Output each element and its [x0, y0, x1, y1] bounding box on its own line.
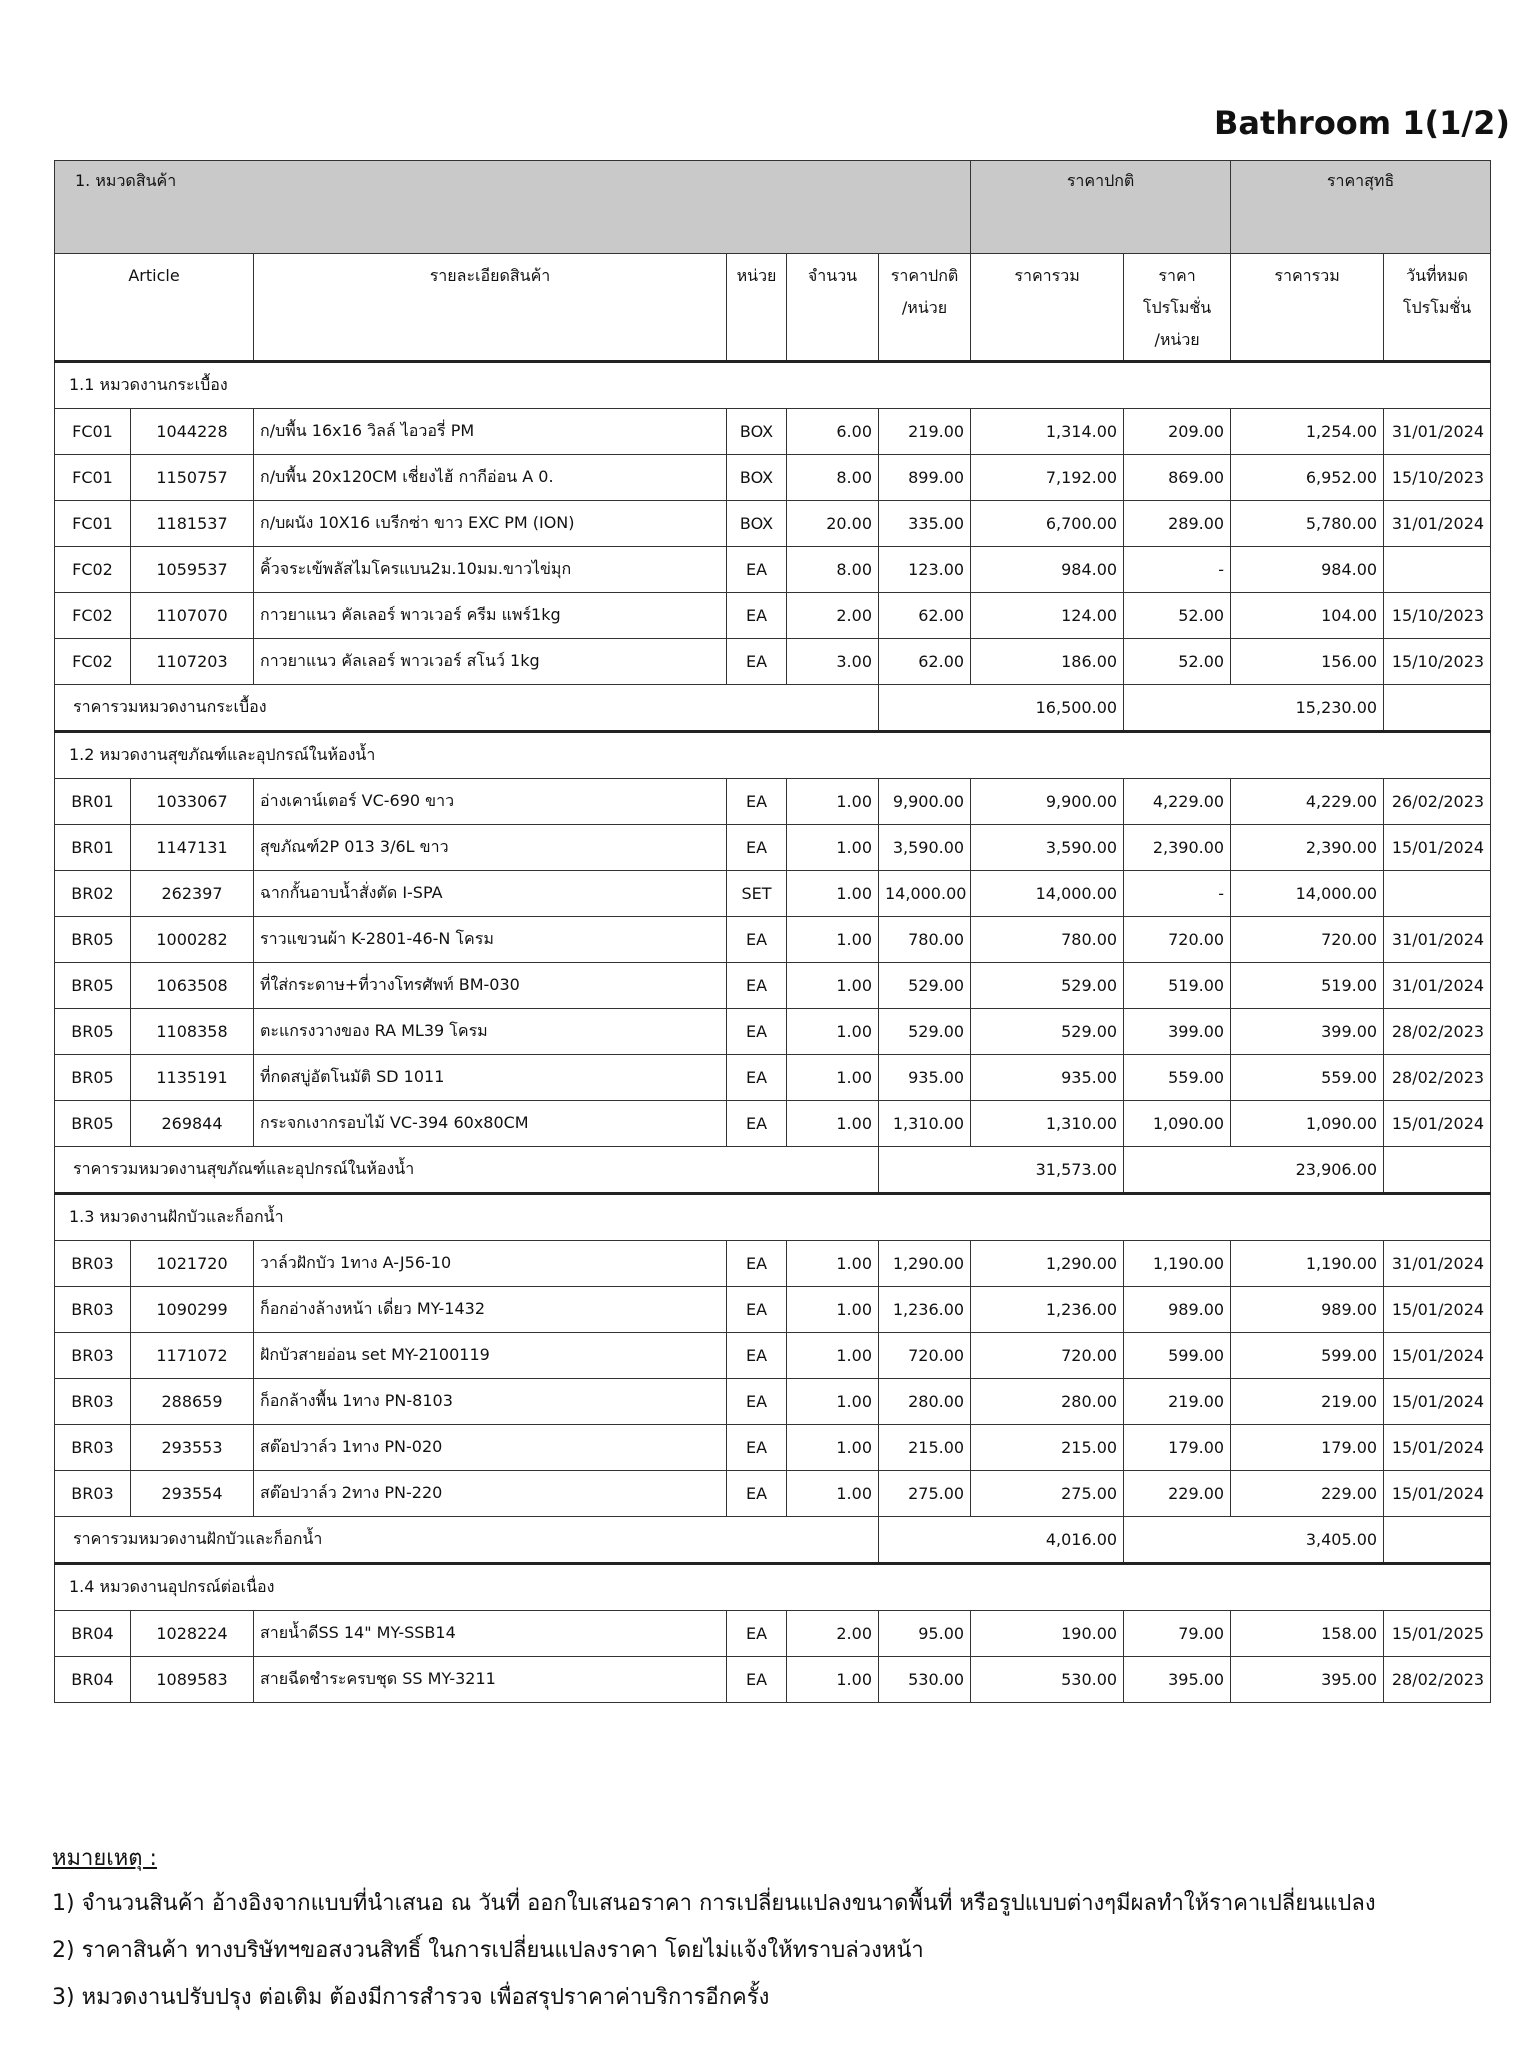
cell-description: กระจกเงากรอบไม้ VC-394 60x80CM: [254, 1101, 727, 1147]
cell-net-total: 104.00: [1231, 593, 1384, 639]
cell-article: 1135191: [131, 1055, 254, 1101]
cell-promo-end: 15/01/2024: [1384, 1287, 1491, 1333]
cell-unit-price: 3,590.00: [879, 825, 971, 871]
cell-promo-price: 289.00: [1124, 501, 1231, 547]
cell-net-total: 559.00: [1231, 1055, 1384, 1101]
cell-promo-price: 989.00: [1124, 1287, 1231, 1333]
cell-quantity: 1.00: [787, 1657, 879, 1703]
cell-article: 1108358: [131, 1009, 254, 1055]
cell-description: ตะแกรงวางของ RA ML39 โครม: [254, 1009, 727, 1055]
cell-unit-price: 14,000.00: [879, 871, 971, 917]
cell-promo-end: 15/10/2023: [1384, 455, 1491, 501]
cell-net-total: 989.00: [1231, 1287, 1384, 1333]
cell-description: ก/บผนัง 10X16 เบรีกซ่า ขาว EXC PM (ION): [254, 501, 727, 547]
cell-article: 1171072: [131, 1333, 254, 1379]
section-header-row: [55, 1194, 1491, 1241]
cell-unit-price: 529.00: [879, 1009, 971, 1055]
cell-unit: EA: [727, 825, 787, 871]
cell-unit: EA: [727, 1611, 787, 1657]
cell-promo-end: 28/02/2023: [1384, 1657, 1491, 1703]
subtotal-net: 15,230.00: [1124, 685, 1384, 732]
cell-unit-price: 780.00: [879, 917, 971, 963]
cell-quantity: 1.00: [787, 871, 879, 917]
cell-net-total: 158.00: [1231, 1611, 1384, 1657]
cell-article: 293553: [131, 1425, 254, 1471]
cell-promo-end: 31/01/2024: [1384, 1241, 1491, 1287]
cell-net-total: 1,090.00: [1231, 1101, 1384, 1147]
cell-total: 124.00: [971, 593, 1124, 639]
subtotal-regular: 31,573.00: [879, 1147, 1124, 1194]
cell-total: 6,700.00: [971, 501, 1124, 547]
cell-code: BR03: [55, 1333, 131, 1379]
notes-section: [52, 1840, 1376, 2026]
cell-code: BR05: [55, 963, 131, 1009]
column-header-total: ราคารวม: [971, 254, 1124, 362]
cell-description: กาวยาแนว คัลเลอร์ พาวเวอร์ ครีม แพร์1kg: [254, 593, 727, 639]
cell-code: FC01: [55, 455, 131, 501]
cell-unit-price: 215.00: [879, 1425, 971, 1471]
cell-quantity: 1.00: [787, 1055, 879, 1101]
cell-unit-price: 9,900.00: [879, 779, 971, 825]
cell-unit-price: 1,290.00: [879, 1241, 971, 1287]
cell-total: 1,236.00: [971, 1287, 1124, 1333]
cell-quantity: 1.00: [787, 1287, 879, 1333]
cell-code: BR01: [55, 779, 131, 825]
cell-quantity: 1.00: [787, 917, 879, 963]
subtotal-net: 23,906.00: [1124, 1147, 1384, 1194]
section-header-row: [55, 362, 1491, 409]
cell-description: สต๊อปวาล์ว 2ทาง PN-220: [254, 1471, 727, 1517]
cell-net-total: 219.00: [1231, 1379, 1384, 1425]
cell-code: BR05: [55, 1101, 131, 1147]
cell-quantity: 1.00: [787, 1101, 879, 1147]
cell-quantity: 2.00: [787, 1611, 879, 1657]
cell-article: 1181537: [131, 501, 254, 547]
cell-promo-price: 399.00: [1124, 1009, 1231, 1055]
cell-article: 1033067: [131, 779, 254, 825]
cell-quantity: 1.00: [787, 1379, 879, 1425]
cell-description: คิ้วจระเข้พลัสไมโครแบน2ม.10มม.ขาวไข่มุก: [254, 547, 727, 593]
table-row: [55, 501, 1491, 547]
section-title: 1.4 หมวดงานอุปกรณ์ต่อเนื่อง: [55, 1564, 1491, 1611]
cell-article: 1147131: [131, 825, 254, 871]
cell-net-total: 179.00: [1231, 1425, 1384, 1471]
table-row: [55, 409, 1491, 455]
cell-article: 262397: [131, 871, 254, 917]
cell-promo-end: 15/10/2023: [1384, 639, 1491, 685]
cell-unit-price: 62.00: [879, 593, 971, 639]
cell-description: สายน้ำดีSS 14" MY-SSB14: [254, 1611, 727, 1657]
cell-net-total: 5,780.00: [1231, 501, 1384, 547]
cell-code: BR03: [55, 1425, 131, 1471]
table-row: [55, 455, 1491, 501]
cell-promo-price: 1,190.00: [1124, 1241, 1231, 1287]
cell-net-total: 156.00: [1231, 639, 1384, 685]
cell-promo-end: [1384, 871, 1491, 917]
column-header-article: Article: [55, 254, 254, 362]
table-row: [55, 1611, 1491, 1657]
cell-promo-price: 720.00: [1124, 917, 1231, 963]
cell-total: 935.00: [971, 1055, 1124, 1101]
cell-code: BR03: [55, 1287, 131, 1333]
column-header-line: ราคาปกติ: [890, 266, 959, 285]
column-header-quantity: จำนวน: [787, 254, 879, 362]
cell-quantity: 8.00: [787, 455, 879, 501]
cell-quantity: 20.00: [787, 501, 879, 547]
cell-description: ก็อกอ่างล้างหน้า เดี่ยว MY-1432: [254, 1287, 727, 1333]
cell-promo-end: 28/02/2023: [1384, 1009, 1491, 1055]
cell-promo-end: 15/01/2024: [1384, 1101, 1491, 1147]
cell-promo-price: 229.00: [1124, 1471, 1231, 1517]
quotation-table: [54, 160, 1491, 1703]
cell-unit: EA: [727, 1471, 787, 1517]
cell-unit-price: 219.00: [879, 409, 971, 455]
category-group-label: 1. หมวดสินค้า: [55, 161, 971, 254]
cell-net-total: 6,952.00: [1231, 455, 1384, 501]
cell-article: 1044228: [131, 409, 254, 455]
cell-unit: EA: [727, 547, 787, 593]
column-header-unit: หน่วย: [727, 254, 787, 362]
cell-promo-end: 26/02/2023: [1384, 779, 1491, 825]
cell-net-total: 395.00: [1231, 1657, 1384, 1703]
cell-unit: EA: [727, 1241, 787, 1287]
cell-unit-price: 1,236.00: [879, 1287, 971, 1333]
cell-article: 1000282: [131, 917, 254, 963]
cell-net-total: 14,000.00: [1231, 871, 1384, 917]
cell-unit-price: 935.00: [879, 1055, 971, 1101]
note-item: 2) ราคาสินค้า ทางบริษัทฯขอสงวนสิทธิ์ ในการเปลี่ยนแปลงราคา โดยไม่แจ้งให้ทราบล่วงหน้า: [52, 1938, 924, 1963]
table-row: [55, 1241, 1491, 1287]
cell-promo-price: 869.00: [1124, 455, 1231, 501]
table-column-header: [55, 254, 1491, 362]
cell-quantity: 1.00: [787, 1241, 879, 1287]
cell-code: BR02: [55, 871, 131, 917]
cell-unit: EA: [727, 1009, 787, 1055]
column-header-line: โปรโมชั่น: [1402, 298, 1472, 317]
cell-code: BR05: [55, 1009, 131, 1055]
cell-promo-end: 15/01/2024: [1384, 1425, 1491, 1471]
cell-description: วาล์วฝักบัว 1ทาง A-J56-10: [254, 1241, 727, 1287]
table-row: [55, 917, 1491, 963]
cell-total: 780.00: [971, 917, 1124, 963]
subtotal-label: ราคารวมหมวดงานฝักบัวและก็อกน้ำ: [55, 1517, 879, 1564]
cell-unit: EA: [727, 1379, 787, 1425]
subtotal-row: [55, 1517, 1491, 1564]
cell-description: ฝักบัวสายอ่อน set MY-2100119: [254, 1333, 727, 1379]
cell-code: FC02: [55, 593, 131, 639]
cell-total: 280.00: [971, 1379, 1124, 1425]
document-title: Bathroom 1(1/2): [1213, 104, 1510, 142]
cell-net-total: 984.00: [1231, 547, 1384, 593]
table-row: [55, 1657, 1491, 1703]
cell-net-total: 599.00: [1231, 1333, 1384, 1379]
cell-unit: EA: [727, 917, 787, 963]
cell-promo-price: 209.00: [1124, 409, 1231, 455]
cell-description: ก/บพื้น 16x16 วิลล์ ไอวอรี่ PM: [254, 409, 727, 455]
cell-unit: EA: [727, 1333, 787, 1379]
cell-promo-end: 15/10/2023: [1384, 593, 1491, 639]
cell-promo-end: 31/01/2024: [1384, 963, 1491, 1009]
cell-article: 1089583: [131, 1657, 254, 1703]
cell-quantity: 1.00: [787, 1333, 879, 1379]
cell-article: 293554: [131, 1471, 254, 1517]
cell-unit-price: 95.00: [879, 1611, 971, 1657]
cell-code: BR04: [55, 1657, 131, 1703]
cell-total: 3,590.00: [971, 825, 1124, 871]
section-header-row: [55, 732, 1491, 779]
cell-promo-price: 599.00: [1124, 1333, 1231, 1379]
cell-unit-price: 530.00: [879, 1657, 971, 1703]
cell-unit-price: 899.00: [879, 455, 971, 501]
cell-unit: SET: [727, 871, 787, 917]
cell-total: 275.00: [971, 1471, 1124, 1517]
column-header-line: /หน่วย: [901, 298, 948, 317]
subtotal-net: 3,405.00: [1124, 1517, 1384, 1564]
cell-article: 1090299: [131, 1287, 254, 1333]
cell-unit-price: 275.00: [879, 1471, 971, 1517]
section-title: 1.3 หมวดงานฝักบัวและก็อกน้ำ: [55, 1194, 1491, 1241]
cell-unit: EA: [727, 1101, 787, 1147]
subtotal-empty-cell: [1384, 1147, 1491, 1194]
cell-total: 9,900.00: [971, 779, 1124, 825]
section-header-row: [55, 1564, 1491, 1611]
subtotal-row: [55, 685, 1491, 732]
cell-unit: EA: [727, 1287, 787, 1333]
table-row: [55, 871, 1491, 917]
cell-promo-end: 31/01/2024: [1384, 501, 1491, 547]
cell-quantity: 6.00: [787, 409, 879, 455]
cell-code: BR03: [55, 1471, 131, 1517]
column-header-promo-price: [1124, 254, 1231, 362]
cell-description: ก็อกล้างพื้น 1ทาง PN-8103: [254, 1379, 727, 1425]
cell-promo-price: 79.00: [1124, 1611, 1231, 1657]
cell-code: BR04: [55, 1611, 131, 1657]
table-row: [55, 779, 1491, 825]
table-row: [55, 1425, 1491, 1471]
cell-article: 288659: [131, 1379, 254, 1425]
regular-price-group-label: ราคาปกติ: [971, 161, 1231, 254]
cell-quantity: 8.00: [787, 547, 879, 593]
cell-promo-price: 519.00: [1124, 963, 1231, 1009]
cell-article: 1107070: [131, 593, 254, 639]
cell-promo-end: 28/02/2023: [1384, 1055, 1491, 1101]
cell-unit: EA: [727, 1657, 787, 1703]
cell-description: ก/บพื้น 20x120CM เชี่ยงไฮ้ กากีอ่อน A 0.: [254, 455, 727, 501]
cell-article: 1063508: [131, 963, 254, 1009]
note-item: 1) จำนวนสินค้า อ้างอิงจากแบบที่นำเสนอ ณ วันที่ ออกใบเสนอราคา การเปลี่ยนแปลงขนาดพื้นที่ หรือรูปแบบต่างๆมีผลทำให้ราคาเปลี่ยนแปลง: [52, 1891, 1376, 1916]
cell-quantity: 1.00: [787, 963, 879, 1009]
cell-unit: EA: [727, 779, 787, 825]
table-row: [55, 1055, 1491, 1101]
cell-promo-end: 15/01/2024: [1384, 1471, 1491, 1517]
cell-unit-price: 123.00: [879, 547, 971, 593]
cell-total: 720.00: [971, 1333, 1124, 1379]
cell-promo-price: -: [1124, 871, 1231, 917]
cell-total: 1,290.00: [971, 1241, 1124, 1287]
cell-promo-price: 52.00: [1124, 639, 1231, 685]
table-row: [55, 825, 1491, 871]
cell-unit-price: 335.00: [879, 501, 971, 547]
cell-description: กาวยาแนว คัลเลอร์ พาวเวอร์ สโนว์ 1kg: [254, 639, 727, 685]
section-title: 1.2 หมวดงานสุขภัณฑ์และอุปกรณ์ในห้องน้ำ: [55, 732, 1491, 779]
column-header-line: ราคา: [1158, 266, 1196, 285]
cell-net-total: 720.00: [1231, 917, 1384, 963]
cell-total: 529.00: [971, 1009, 1124, 1055]
cell-description: สายฉีดชำระครบชุด SS MY-3211: [254, 1657, 727, 1703]
cell-total: 984.00: [971, 547, 1124, 593]
table-row: [55, 1287, 1491, 1333]
subtotal-regular: 16,500.00: [879, 685, 1124, 732]
cell-total: 529.00: [971, 963, 1124, 1009]
cell-promo-price: 4,229.00: [1124, 779, 1231, 825]
subtotal-label: ราคารวมหมวดงานกระเบื้อง: [55, 685, 879, 732]
cell-promo-price: 219.00: [1124, 1379, 1231, 1425]
cell-promo-end: 31/01/2024: [1384, 409, 1491, 455]
net-price-group-label: ราคาสุทธิ: [1231, 161, 1491, 254]
table-row: [55, 1333, 1491, 1379]
column-header-unit-price: [879, 254, 971, 362]
cell-unit-price: 280.00: [879, 1379, 971, 1425]
column-header-line: โปรโมชั่น: [1142, 298, 1212, 317]
cell-unit: BOX: [727, 455, 787, 501]
cell-promo-end: 15/01/2024: [1384, 1379, 1491, 1425]
subtotal-row: [55, 1147, 1491, 1194]
cell-total: 14,000.00: [971, 871, 1124, 917]
cell-net-total: 4,229.00: [1231, 779, 1384, 825]
table-row: [55, 1471, 1491, 1517]
cell-promo-price: 179.00: [1124, 1425, 1231, 1471]
subtotal-empty-cell: [1384, 685, 1491, 732]
cell-unit: EA: [727, 1055, 787, 1101]
cell-description: ราวแขวนผ้า K-2801-46-N โครม: [254, 917, 727, 963]
cell-quantity: 1.00: [787, 779, 879, 825]
cell-article: 1028224: [131, 1611, 254, 1657]
notes-heading: หมายเหตุ :: [52, 1846, 157, 1871]
cell-description: สุขภัณฑ์2P 013 3/6L ขาว: [254, 825, 727, 871]
cell-code: FC01: [55, 501, 131, 547]
cell-unit: EA: [727, 593, 787, 639]
cell-promo-price: 559.00: [1124, 1055, 1231, 1101]
cell-description: ที่ใส่กระดาษ+ที่วางโทรศัพท์ BM-030: [254, 963, 727, 1009]
cell-total: 7,192.00: [971, 455, 1124, 501]
cell-unit-price: 720.00: [879, 1333, 971, 1379]
cell-promo-end: 15/01/2024: [1384, 1333, 1491, 1379]
cell-unit: EA: [727, 639, 787, 685]
cell-total: 186.00: [971, 639, 1124, 685]
cell-quantity: 1.00: [787, 1009, 879, 1055]
cell-article: 1059537: [131, 547, 254, 593]
cell-total: 190.00: [971, 1611, 1124, 1657]
cell-unit: BOX: [727, 409, 787, 455]
cell-unit-price: 62.00: [879, 639, 971, 685]
cell-article: 269844: [131, 1101, 254, 1147]
column-header-line: วันที่หมด: [1406, 266, 1469, 285]
cell-code: BR05: [55, 1055, 131, 1101]
cell-promo-price: 2,390.00: [1124, 825, 1231, 871]
cell-total: 1,314.00: [971, 409, 1124, 455]
cell-promo-price: 1,090.00: [1124, 1101, 1231, 1147]
cell-quantity: 1.00: [787, 825, 879, 871]
cell-code: BR03: [55, 1241, 131, 1287]
cell-promo-end: 15/01/2024: [1384, 825, 1491, 871]
cell-description: สต๊อปวาล์ว 1ทาง PN-020: [254, 1425, 727, 1471]
table-row: [55, 1009, 1491, 1055]
cell-net-total: 229.00: [1231, 1471, 1384, 1517]
section-title: 1.1 หมวดงานกระเบื้อง: [55, 362, 1491, 409]
subtotal-label: ราคารวมหมวดงานสุขภัณฑ์และอุปกรณ์ในห้องน้ำ: [55, 1147, 879, 1194]
cell-code: BR01: [55, 825, 131, 871]
cell-quantity: 1.00: [787, 1471, 879, 1517]
cell-total: 1,310.00: [971, 1101, 1124, 1147]
table-row: [55, 593, 1491, 639]
subtotal-regular: 4,016.00: [879, 1517, 1124, 1564]
table-row: [55, 639, 1491, 685]
table-row: [55, 547, 1491, 593]
column-header-description: รายละเอียดสินค้า: [254, 254, 727, 362]
cell-total: 215.00: [971, 1425, 1124, 1471]
table-group-header: [55, 161, 1491, 254]
cell-quantity: 1.00: [787, 1425, 879, 1471]
table-row: [55, 963, 1491, 1009]
cell-quantity: 3.00: [787, 639, 879, 685]
cell-code: BR05: [55, 917, 131, 963]
cell-code: FC02: [55, 547, 131, 593]
column-header-net-total: ราคารวม: [1231, 254, 1384, 362]
cell-code: FC02: [55, 639, 131, 685]
note-item: 3) หมวดงานปรับปรุง ต่อเติม ต้องมีการสำรวจ เพื่อสรุปราคาค่าบริการอีกครั้ง: [52, 1985, 770, 2010]
cell-description: ฉากกั้นอาบน้ำสั่งตัด I-SPA: [254, 871, 727, 917]
cell-promo-end: 31/01/2024: [1384, 917, 1491, 963]
cell-quantity: 2.00: [787, 593, 879, 639]
cell-description: อ่างเคาน์เตอร์ VC-690 ขาว: [254, 779, 727, 825]
cell-promo-price: 52.00: [1124, 593, 1231, 639]
cell-description: ที่กดสบู่อัตโนมัติ SD 1011: [254, 1055, 727, 1101]
column-header-line: /หน่วย: [1154, 330, 1200, 349]
subtotal-empty-cell: [1384, 1517, 1491, 1564]
cell-promo-end: 15/01/2025: [1384, 1611, 1491, 1657]
cell-net-total: 1,190.00: [1231, 1241, 1384, 1287]
cell-net-total: 399.00: [1231, 1009, 1384, 1055]
cell-net-total: 519.00: [1231, 963, 1384, 1009]
cell-promo-price: 395.00: [1124, 1657, 1231, 1703]
cell-promo-end: [1384, 547, 1491, 593]
table-row: [55, 1379, 1491, 1425]
cell-net-total: 1,254.00: [1231, 409, 1384, 455]
cell-code: BR03: [55, 1379, 131, 1425]
cell-unit: BOX: [727, 501, 787, 547]
cell-code: FC01: [55, 409, 131, 455]
cell-net-total: 2,390.00: [1231, 825, 1384, 871]
cell-article: 1021720: [131, 1241, 254, 1287]
table-row: [55, 1101, 1491, 1147]
cell-article: 1107203: [131, 639, 254, 685]
column-header-promo-end: [1384, 254, 1491, 362]
cell-total: 530.00: [971, 1657, 1124, 1703]
cell-unit: EA: [727, 1425, 787, 1471]
cell-unit-price: 529.00: [879, 963, 971, 1009]
cell-promo-price: -: [1124, 547, 1231, 593]
cell-unit: EA: [727, 963, 787, 1009]
cell-article: 1150757: [131, 455, 254, 501]
cell-unit-price: 1,310.00: [879, 1101, 971, 1147]
